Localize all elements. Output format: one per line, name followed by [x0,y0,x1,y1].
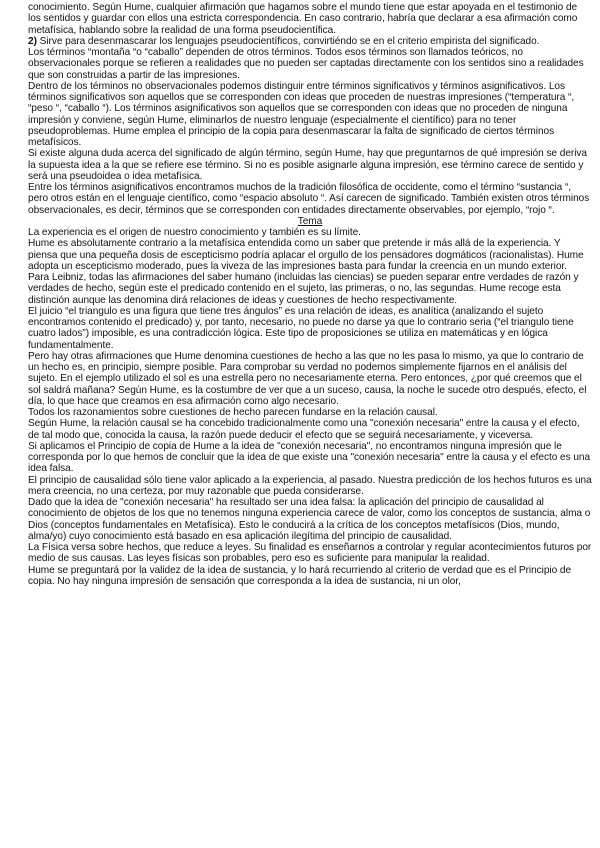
paragraph-tema-6: Todos los razonamientos sobre cuestiones de hecho parecen fundarse en la relación causal. [28,407,438,418]
paragraph-tema-5: Pero hay otras afirmaciones que Hume denomina cuestiones de hecho a las que no les pasa lo mismo, ya que lo contrario de un hecho es, en principio, siempre posible. Para comprobar su verdad no podemos simplemente fijarnos en el análisis del sujeto. En el ejemplo utilizado el sol es una estrella pero no necesariamente eterna. Pero entonces, ¿por qué creemos que el sol saldrá mañana? Según Hume, es la costumbre de ver que a un suceso, causa, la noche le sucede otro después, efecto, el día, lo que hace que creamos en esa afirmación como algo necesario. [28,350,587,407]
paragraph-tema-2: Hume es absolutamente contrario a la metafísica entendida como un saber que pretende ir más allá de la experiencia. Y piensa que una pequeña dosis de escepticismo podría aplacar el orgullo de los pensadores dogmáticos (racionalistas). Hume adopta un escepticismo moderado, pues la viveza de las impresiones basta para fundar la creencia en un mundo exterior. [28,238,584,272]
paragraph-asignificativos: Entre los términos asignificativos encontramos muchos de la tradición filosófica de occidente, como el término “sustancia “, pero otros están en el lenguaje científico, como “espacio absoluto “. Así carecen de significado. También existen otros términos observacionales, es decir, términos que se corresponden con entidades directamente observables, por ejemplo, “rojo “. [28,182,590,216]
paragraph-tema-8: Si aplicamos el Principio de copia de Hume a la idea de "conexión necesaria", no encontramos ninguna impresión que le corresponda por lo que hemos de concluir que la idea de que existe una "conexión necesaria" entre la causa y el efecto es una idea falsa. [28,440,591,475]
paragraph-terminos-teoricos: Los términos “montaña “o “caballo” dependen de otros términos. Todos esos términos son llamados teóricos, no observacionales porque se refieren a realidades que no pueden ser captadas directamente con los sentidos sino a realidades que son construidas a partir de las impresiones. [28,47,584,81]
paragraph-tema-11: La Física versa sobre hechos, que reduce a leyes. Su finalidad es enseñarnos a controlar y regular acontecimientos futuros por medio de sus causas. Las leyes físicas son probables, pero eso es suficiente para manipular la realidad. [28,542,592,565]
paragraph-tema-9: El principio de causalidad sólo tiene valor aplicado a la experiencia, al pasado. Nuestra predicción de los hechos futuros es una mera creencia, no una certeza, por muy razonable que pueda considerarse. [28,474,592,497]
section-title-tema: Tema [297,215,323,227]
paragraph-tema-3: Para Leibniz, todas las afirmaciones del saber humano (incluidas las ciencias) se pueden separar entre verdades de razón y verdades de hecho, según este el predicado contenido en el sujeto, las primeras, o no, las segundas. Hume recoge esta distinción aunque las denomina dirá relaciones de ideas y cuestiones de hecho respectivamente. [28,272,579,306]
paragraph-tema-10: Dado que la idea de "conexión necesaria" ha resultado ser una idea falsa: la aplicación del principio de causalidad al conocimiento de objetos de los que no tenemos ninguna experiencia carece de valor, como los conceptos de sustancia, alma o Dios (conceptos fundamentales en Metafísica). Esto le conducirá a la crítica de los conceptos metafísicos (Dios, mundo, alma/yo) cuyo conocimiento está basado en esa aplicación ilegítima del principio de causalidad. [28,497,591,542]
paragraph-duda-significado: Si existe alguna duda acerca del significado de algún término, según Hume, hay que preguntarnos de qué impresión se deriva la supuesta idea a la que se refiere ese término. Si no es posible asignarle alguna impresión, ese término carece de sentido y será una pseudoidea o idea metafísica. [28,148,587,182]
paragraph-significativos: Dentro de los términos no observacionales podemos distinguir entre términos significativos y términos asignificativos. Los términos significativos son aquellos que se corresponden con ideas que proceden de nuestras impresiones (“temperatura “, “peso “, “caballo “). Los términos asignificativos son aquellos que se corresponden con ideas que no proceden de ninguna impresión y conviene, según Hume, eliminarlos de nuestro lenguaje (especialmente el científico) para no tener pseudoproblemas. Hume emplea el principio de la copia para desenmascarar la falta de significado de ciertos términos metafísicos. [28,80,575,148]
paragraph-conocimiento: conocimiento. Según Hume, cualquier afirmación que hagamos sobre el mundo tiene que estar apoyada en el testimonio de los sentidos y guardar con ellos una estricta correspondencia. En caso contrario, habría que declarar a esa afirmación como metafísica, hablando sobre la realidad de una forma pseudocientífica. [28,2,578,36]
point-number: 2) [28,35,37,47]
paragraph-tema-7: Según Hume, la relación causal se ha concebido tradicionalmente como una "conexión necesaria" entre la causa y el efecto, de tal modo que, conocida la causa, la razón puede deducir el efecto que se seguirá necesariamente, y viceversa. [28,418,580,441]
point-text: Sirve para desenmascarar los lenguajes pseudocientíficos, convirtiéndo se en el criterio empirista del significado. [36,35,540,47]
paragraph-tema-1: La experiencia es el origen de nuestro conocimiento y también es su límite. [28,227,361,238]
paragraph-point-2 [28,36,592,47]
paragraph-tema-12: Hume se preguntará por la validez de la idea de sustancia, y lo hará recurriendo al criterio de verdad que es el Principio de copia. No hay ninguna impresión de sensación que corresponda a la idea de sustancia, ni un olor, [28,564,572,587]
paragraph-tema-4: El juicio “el triangulo es una figura que tiene tres ángulos” es una relación de ideas, es analítica (analizando el sujeto encontramos contenido el predicado) y, por tanto, necesario, no puede no darse ya que lo contrario seria (“el triangulo tiene cuatro lados”) imposible, es una contradicción lógica. Este tipo de proposiciones se utiliza en matemáticas y en lógica fundamentalmente. [28,305,574,351]
